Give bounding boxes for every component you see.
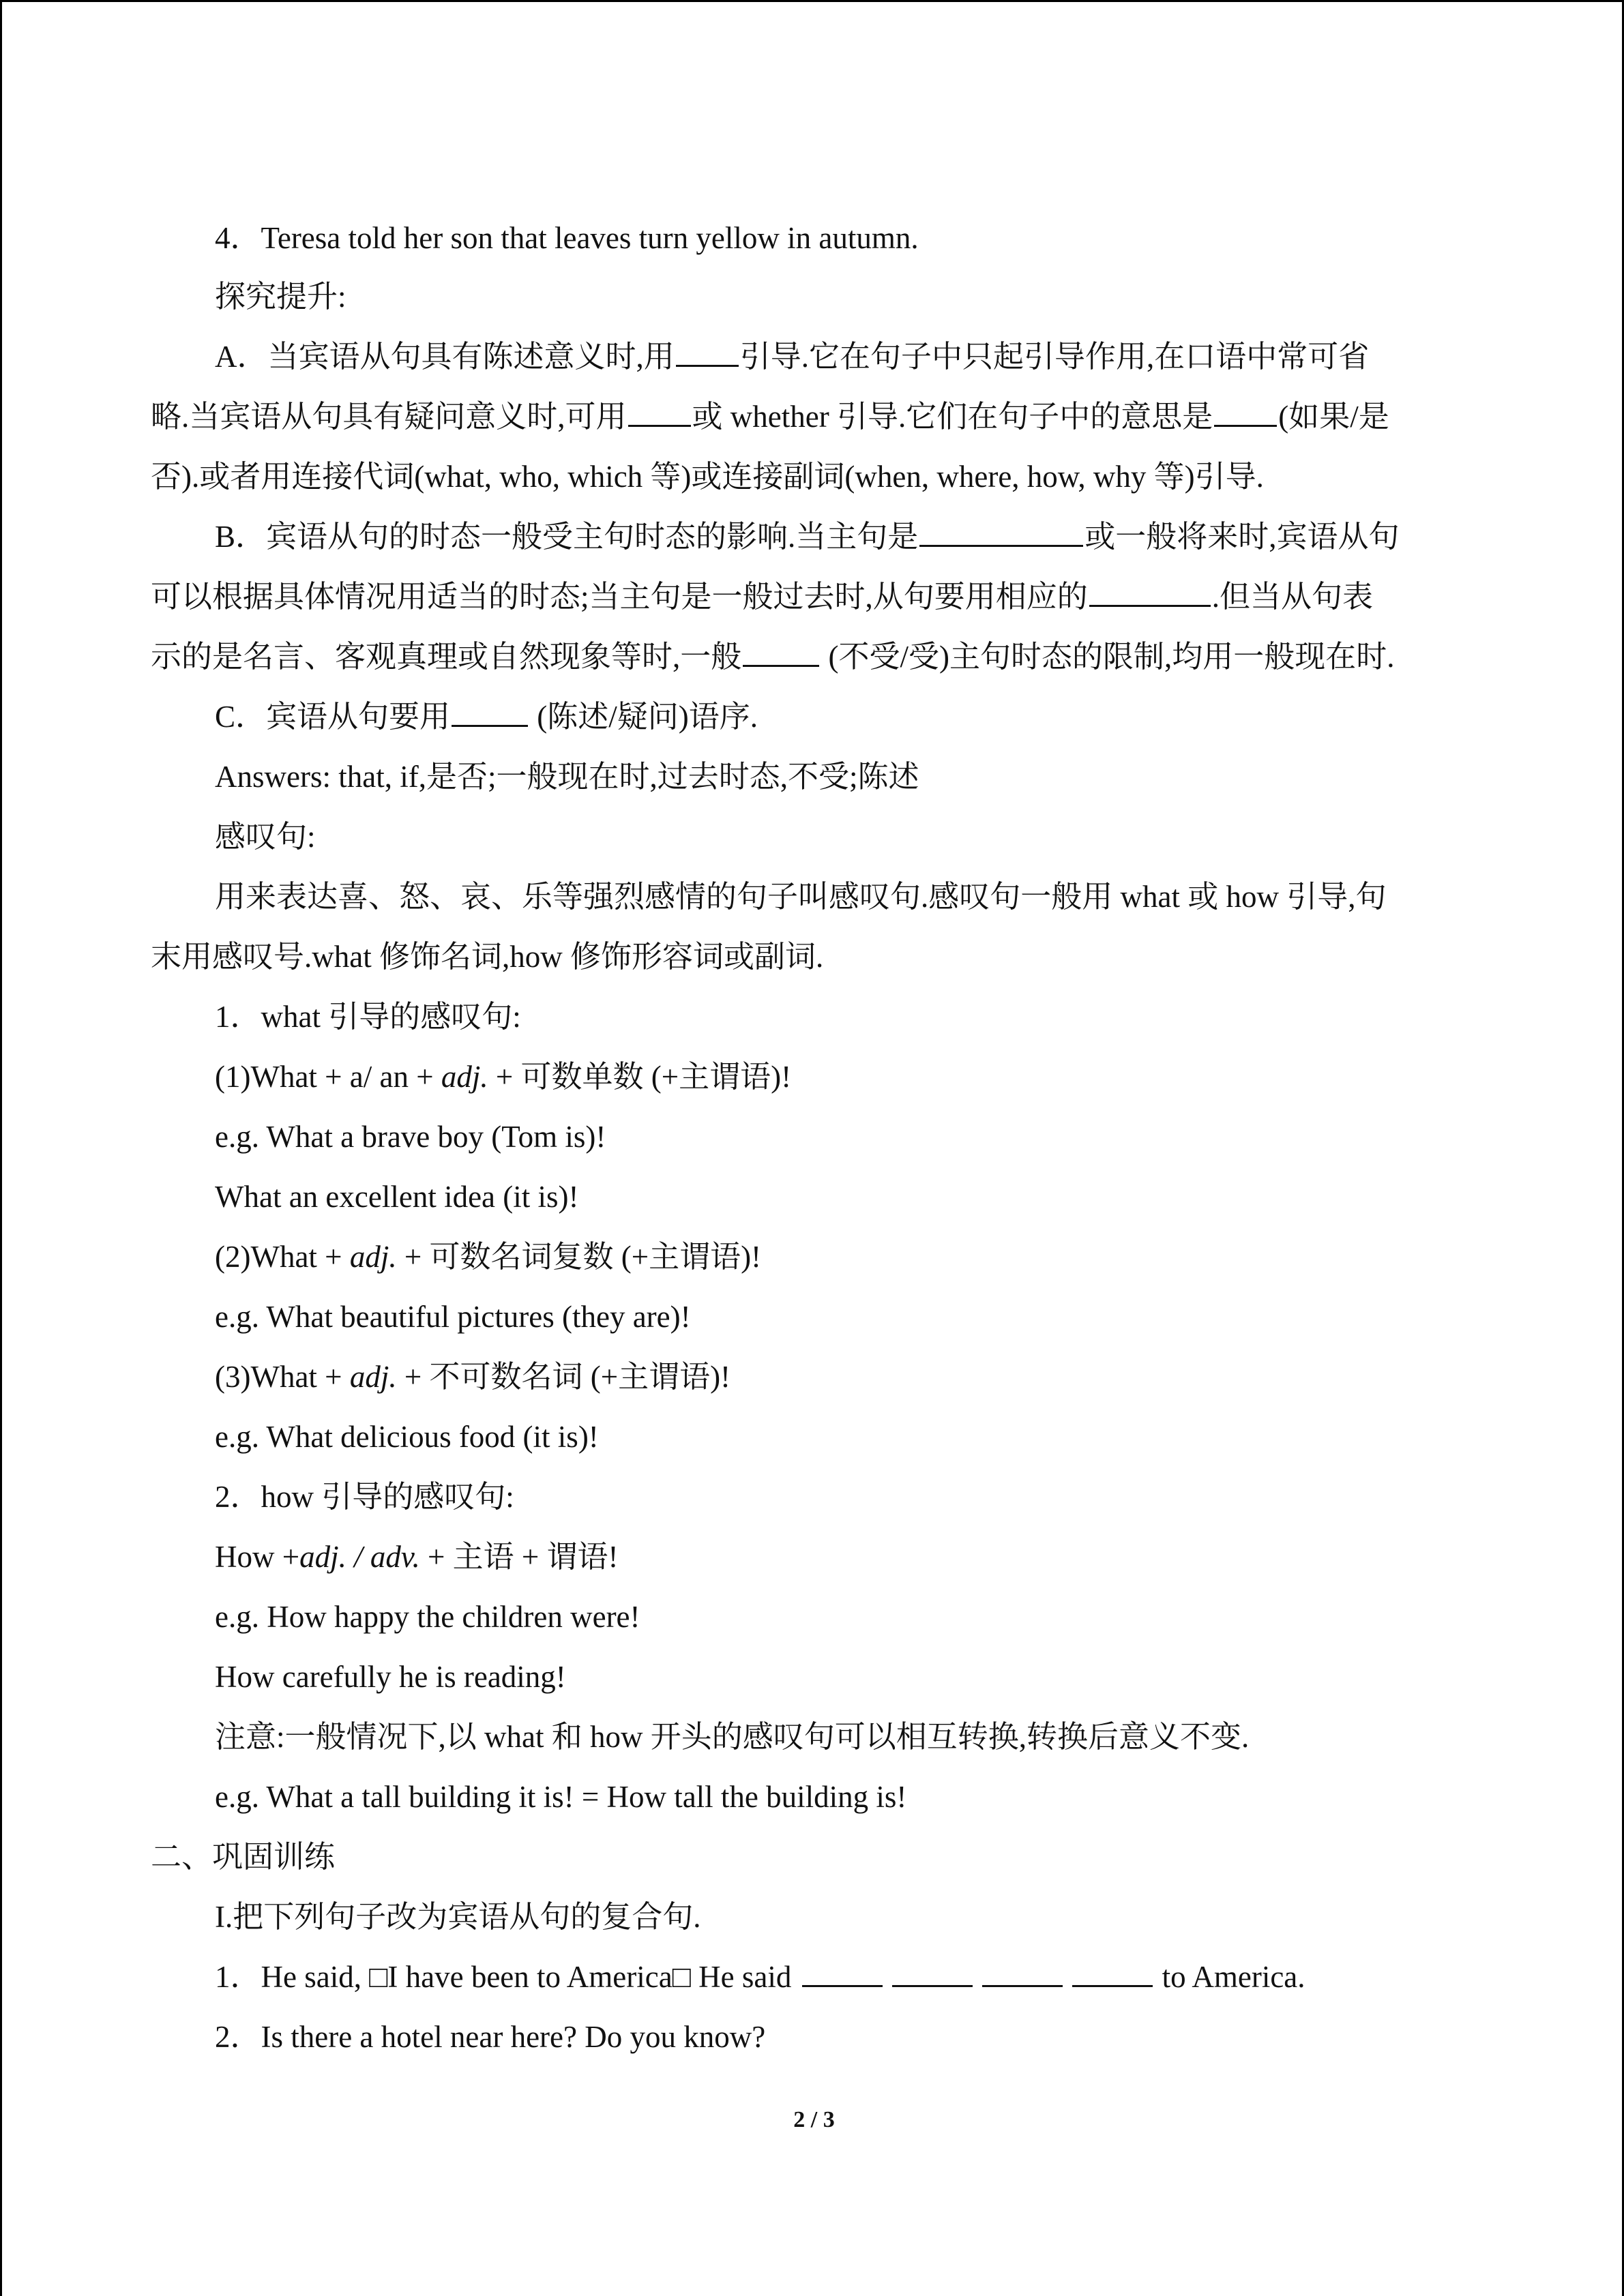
pattern-1: (1)What + a/ an + adj. + 可数单数 (+主谓语)!: [215, 1060, 792, 1094]
page-number: 2 / 3: [793, 2107, 835, 2132]
note-example: e.g. What a tall building it is! = How tall the building is!: [215, 1780, 907, 1814]
pattern-3: (3)What + adj. + 不可数名词 (+主谓语)!: [215, 1360, 731, 1394]
answer-blank[interactable]: [452, 698, 528, 727]
rule-c-line: C．宾语从句要用 (陈述/疑问)语序.: [215, 698, 758, 736]
example-2: e.g. What beautiful pictures (they are)!: [215, 1300, 691, 1334]
example-3: e.g. What delicious food (it is)!: [215, 1420, 599, 1454]
exclamatory-intro-line-2: 末用感叹号.what 修饰名词,how 修饰形容词或副词.: [151, 940, 824, 974]
how-pattern: How +adj. / adv. + 主语 + 谓语!: [215, 1540, 619, 1574]
practice-item-1: 1．He said, □I have been to America□ He said to America.: [215, 1958, 1305, 1996]
answer-blank[interactable]: [982, 1958, 1063, 1987]
how-heading: 2．how 引导的感叹句:: [215, 1480, 514, 1514]
answer-blank[interactable]: [1089, 578, 1211, 607]
answer-blank[interactable]: [628, 398, 691, 427]
rule-a-line-3: 否).或者用连接代词(what, who, which 等)或连接副词(when, where, how, why 等)引导.: [151, 460, 1264, 494]
pattern-2: (2)What + adj. + 可数名词复数 (+主谓语)!: [215, 1240, 762, 1274]
rule-a-line-1: A．当宾语从句具有陈述意义时,用 引导.它在句子中只起引导作用,在口语中常可省: [215, 338, 1369, 376]
answer-blank[interactable]: [802, 1958, 883, 1987]
answer-blank[interactable]: [1072, 1958, 1153, 1987]
how-example-2: How carefully he is reading!: [215, 1660, 566, 1694]
answer-blank[interactable]: [1214, 398, 1277, 427]
answer-blank[interactable]: [743, 638, 819, 667]
example-1a: e.g. What a brave boy (Tom is)!: [215, 1120, 606, 1154]
practice-instruction: I.把下列句子改为宾语从句的复合句.: [215, 1900, 701, 1934]
rule-b-line-2: 可以根据具体情况用适当的时态;当主句是一般过去时,从句要用相应的 .但当从句表: [151, 578, 1373, 616]
section-heading-practice: 二、巩固训练: [151, 1840, 336, 1874]
rule-a-line-2: 略.当宾语从句具有疑问意义时,可用 或 whether 引导.它们在句子中的意思是 (如果/是: [151, 398, 1389, 436]
section-heading-explore: 探究提升:: [215, 280, 346, 314]
rule-b-line-1: B．宾语从句的时态一般受主句时态的影响.当主句是 或一般将来时,宾语从句: [215, 518, 1400, 556]
example-1b: What an excellent idea (it is)!: [215, 1180, 579, 1214]
what-heading: 1．what 引导的感叹句:: [215, 1000, 521, 1034]
answer-blank[interactable]: [676, 338, 739, 367]
how-example-1: e.g. How happy the children were!: [215, 1600, 640, 1634]
practice-item-2: 2．Is there a hotel near here? Do you know?: [215, 2020, 766, 2054]
answer-blank[interactable]: [919, 518, 1083, 547]
answer-blank[interactable]: [892, 1958, 973, 1987]
exclamatory-intro-line-1: 用来表达喜、怒、哀、乐等强烈感情的句子叫感叹句.感叹句一般用 what 或 how 引导,句: [215, 880, 1387, 914]
note-line: 注意:一般情况下,以 what 和 how 开头的感叹句可以相互转换,转换后意义不变.: [215, 1720, 1250, 1754]
rule-b-line-3: 示的是名言、客观真理或自然现象等时,一般 (不受/受)主句时态的限制,均用一般现在时.: [151, 638, 1395, 676]
section-heading-exclamatory: 感叹句:: [215, 820, 316, 854]
item-4-sentence: 4．Teresa told her son that leaves turn yellow in autumn.: [215, 221, 919, 255]
answers-line: Answers: that, if,是否;一般现在时,过去时态,不受;陈述: [215, 760, 919, 794]
